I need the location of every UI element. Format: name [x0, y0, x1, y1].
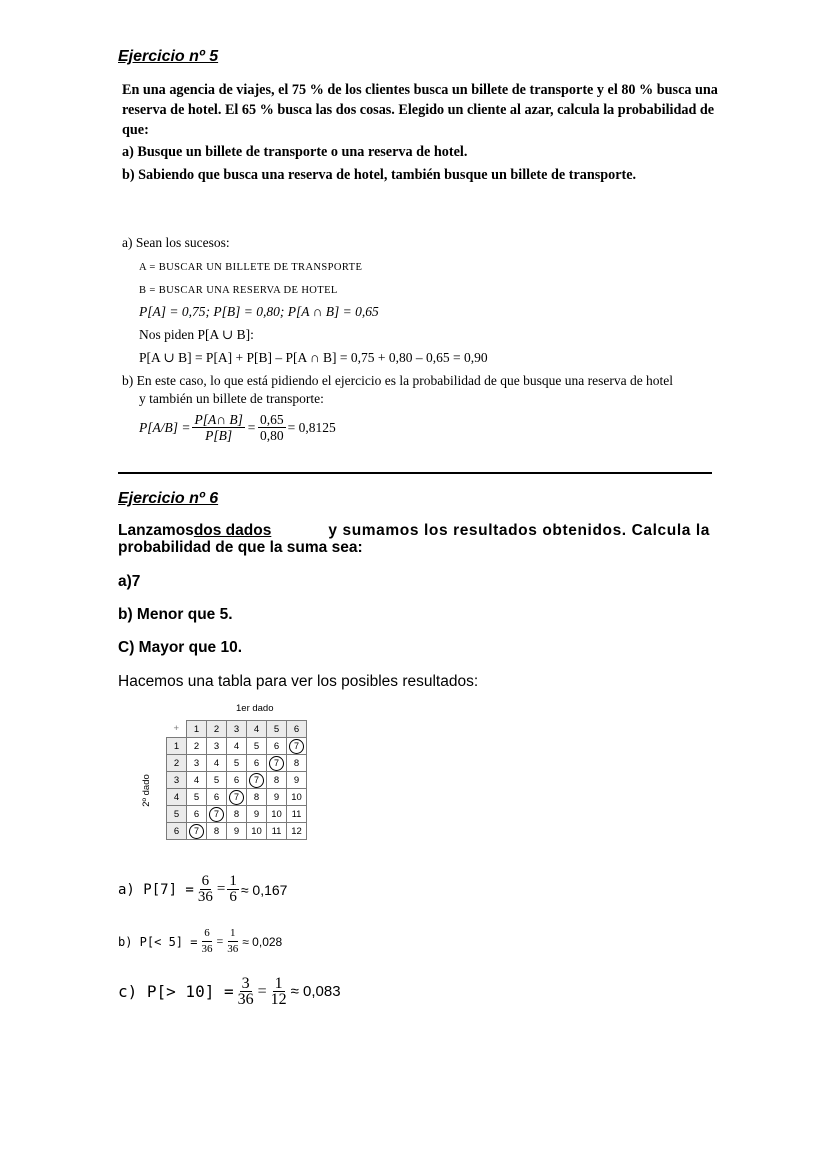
fraction-numerator: 1 — [229, 873, 237, 889]
table-cell: 11 — [287, 806, 307, 823]
table-cell: 8 — [247, 789, 267, 806]
event-a-text: A = BUSCAR UN BILLETE DE TRANSPORTE — [139, 262, 363, 273]
answer-c-lhs: c) P[> 10] = — [118, 982, 234, 1001]
die-2-label: 2º dado — [140, 774, 152, 807]
table-cell — [207, 806, 227, 823]
table-cell: 5 — [247, 738, 267, 755]
table-header-cell: 6 — [287, 721, 307, 738]
table-row — [167, 755, 307, 772]
event-b — [139, 279, 338, 300]
answer-a-fraction-1 — [196, 874, 215, 905]
fraction-numerator: 1 — [228, 926, 238, 942]
answer-a — [118, 874, 287, 905]
table-cell: 3 — [207, 738, 227, 755]
conditional-fraction-2 — [258, 412, 286, 443]
table-header-row — [167, 721, 307, 738]
fraction-denominator: 0,80 — [259, 428, 284, 443]
conditional-formula — [139, 412, 336, 443]
circled-seven: 7 — [249, 773, 264, 788]
table-cell — [287, 738, 307, 755]
statement-line: En una agencia de viajes, el 75 % de los clientes busca un billete de transporte y el 80 % busca una — [122, 82, 718, 98]
asked-union: Nos piden P[A ∪ B]: — [139, 327, 254, 342]
equals-sign: = — [216, 934, 224, 948]
exercise-5-statement — [122, 80, 722, 140]
exercise-5-title: Ejercicio nº 5 — [118, 48, 219, 65]
statement-line: que: — [122, 122, 149, 138]
table-row — [167, 823, 307, 840]
exercise-6-statement — [118, 522, 710, 556]
section-divider — [118, 472, 712, 474]
conditional-lhs: P[A/B] = — [139, 420, 191, 435]
statement-line-2: probabilidad de que la suma sea: — [118, 539, 363, 556]
statement-line: reserva de hotel. El 65 % busca las dos cosas. Elegido un cliente al azar, calcula la probabilidad de — [122, 102, 715, 118]
solution-b-line1: b) En este caso, lo que está pidiendo el ejercicio es la probabilidad de que busque una reserva de hotel — [122, 373, 674, 388]
answer-c-result: ≈ 0,083 — [290, 983, 341, 1000]
table-cell: 4 — [207, 755, 227, 772]
fraction-numerator: 6 — [201, 873, 210, 889]
table-row — [167, 806, 307, 823]
table-row — [167, 738, 307, 755]
equals-sign: = — [216, 881, 226, 897]
table-cell: 11 — [267, 823, 287, 840]
table-cell: 5 — [187, 789, 207, 806]
table-cell: 6 — [227, 772, 247, 789]
answer-b-fraction-2 — [225, 926, 240, 957]
solution-a-intro: a) Sean los sucesos: — [122, 235, 230, 250]
table-cell: 6 — [207, 789, 227, 806]
table-row-header: 3 — [167, 772, 187, 789]
answer-b-result: ≈ 0,028 — [242, 934, 283, 949]
answer-c-fraction-1 — [236, 976, 256, 1007]
statement-line-1 — [118, 522, 710, 539]
fraction-numerator: 0,65 — [259, 412, 284, 427]
table-cell: 8 — [287, 755, 307, 772]
answer-c-fraction-2 — [269, 976, 289, 1007]
fraction-denominator: P[B] — [205, 428, 233, 443]
event-b-text: B = BUSCAR UNA RESERVA DE HOTEL — [139, 285, 338, 296]
table-cell: 6 — [187, 806, 207, 823]
table-cell — [267, 755, 287, 772]
table-cell: 2 — [187, 738, 207, 755]
table-row-header: 1 — [167, 738, 187, 755]
table-row-header: 2 — [167, 755, 187, 772]
statement-underlined: dos dados — [193, 522, 272, 539]
table-cell: 8 — [227, 806, 247, 823]
exercise-6-question-a: a)7 — [118, 573, 141, 590]
equals-sign: = — [257, 982, 267, 1000]
fraction-numerator: 6 — [202, 926, 212, 942]
table-cell: 5 — [207, 772, 227, 789]
table-cell: 10 — [287, 789, 307, 806]
table-cell: 8 — [267, 772, 287, 789]
table-cell: 10 — [247, 823, 267, 840]
table-cell: 9 — [267, 789, 287, 806]
fraction-numerator: 1 — [274, 975, 283, 992]
table-cell: 10 — [267, 806, 287, 823]
fraction-denominator: 6 — [229, 889, 237, 905]
table-intro: Hacemos una tabla para ver los posibles resultados: — [118, 673, 479, 690]
fraction-numerator: P[A∩ B] — [194, 412, 243, 427]
table-cell: 3 — [187, 755, 207, 772]
table-cell: 9 — [287, 772, 307, 789]
table-cell: 5 — [227, 755, 247, 772]
probabilities: P[A] = 0,75; P[B] = 0,80; P[A ∩ B] = 0,65 — [139, 304, 379, 319]
table-corner: + — [173, 723, 180, 735]
statement-post: y sumamos los resultados obtenidos. Calcula la — [328, 522, 710, 539]
table-cell: 9 — [247, 806, 267, 823]
fraction-numerator: 3 — [241, 975, 250, 992]
answer-c — [118, 976, 341, 1007]
answer-b — [118, 926, 282, 957]
table-header-cell: 1 — [187, 721, 207, 738]
answer-a-lhs: a) P[7] = — [118, 881, 194, 898]
circled-seven: 7 — [189, 824, 204, 839]
circled-seven: 7 — [229, 790, 244, 805]
event-a — [139, 256, 362, 277]
table-cell: 6 — [247, 755, 267, 772]
conditional-result: = 0,8125 — [287, 420, 336, 435]
table-header-cell: 4 — [247, 721, 267, 738]
table-header-cell: 5 — [267, 721, 287, 738]
equals-sign: = — [246, 420, 256, 435]
conditional-fraction-1 — [192, 412, 244, 443]
answer-a-result: ≈ 0,167 — [240, 881, 288, 898]
solution-b-line2: y también un billete de transporte: — [139, 391, 324, 406]
dice-sum-table — [166, 720, 307, 840]
table-row-header: 5 — [167, 806, 187, 823]
circled-seven: 7 — [269, 756, 284, 771]
table-cell: 4 — [227, 738, 247, 755]
answer-b-fraction-1 — [199, 926, 214, 957]
table-cell: 12 — [287, 823, 307, 840]
statement-pre: Lanzamos — [118, 522, 194, 539]
table-cell: 9 — [227, 823, 247, 840]
fraction-denominator: 36 — [201, 943, 213, 955]
exercise-5-question-a: a) Busque un billete de transporte o una reserva de hotel. — [122, 144, 468, 160]
table-header-cell: 3 — [227, 721, 247, 738]
exercise-6-question-b: b) Menor que 5. — [118, 606, 233, 623]
table-cell — [227, 789, 247, 806]
table-row — [167, 789, 307, 806]
die-1-label: 1er dado — [236, 703, 274, 714]
fraction-denominator: 36 — [197, 889, 213, 905]
answer-b-lhs: b) P[< 5] = — [118, 934, 198, 949]
union-formula: P[A ∪ B] = P[A] + P[B] – P[A ∩ B] = 0,75 + 0,80 – 0,65 = 0,90 — [139, 350, 488, 365]
fraction-denominator: 36 — [227, 943, 239, 955]
circled-seven: 7 — [209, 807, 224, 822]
answer-a-fraction-2 — [227, 874, 239, 905]
table-cell: 8 — [207, 823, 227, 840]
table-cell — [247, 772, 267, 789]
table-cell — [187, 823, 207, 840]
table-row-header: 6 — [167, 823, 187, 840]
exercise-5-question-b: b) Sabiendo que busca una reserva de hotel, también busque un billete de transporte. — [122, 167, 637, 183]
exercise-6-title: Ejercicio nº 6 — [118, 490, 219, 507]
table-row — [167, 772, 307, 789]
exercise-6-question-c: C) Mayor que 10. — [118, 639, 243, 656]
table-cell: 4 — [187, 772, 207, 789]
fraction-denominator: 36 — [237, 991, 254, 1008]
table-row-header: 4 — [167, 789, 187, 806]
fraction-denominator: 12 — [270, 991, 287, 1008]
circled-seven: 7 — [289, 739, 304, 754]
table-header-cell: 2 — [207, 721, 227, 738]
table-cell: 6 — [267, 738, 287, 755]
